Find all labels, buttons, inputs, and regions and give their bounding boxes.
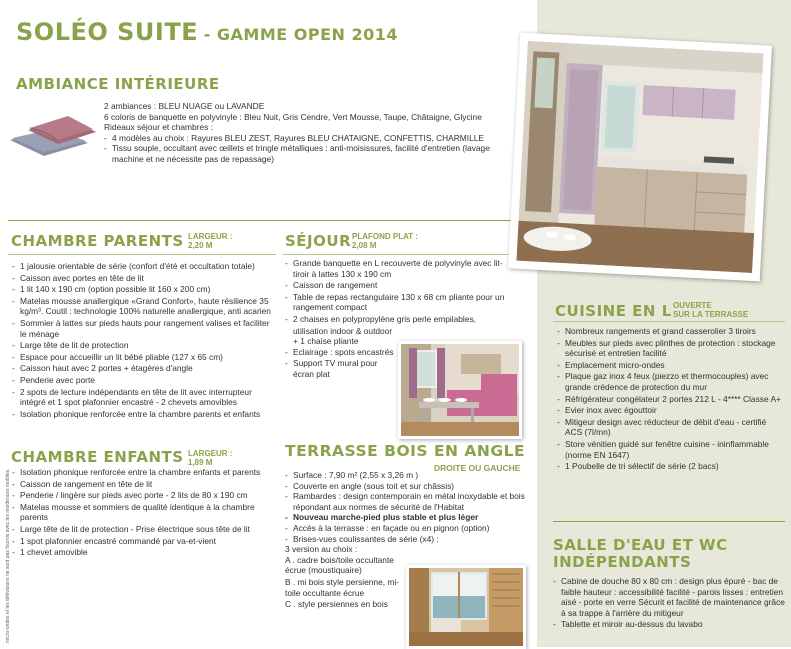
ambiance-line: 6 coloris de banquette en polyvinyle : Bleu Nuit, Gris Cendre, Vert Mousse, Taupe, Châtaigne, Glycine xyxy=(104,111,482,122)
salle-eau-heading-line: INDÉPENDANTS xyxy=(553,553,692,571)
width-label: LARGEUR : xyxy=(188,232,233,241)
chambre-parents-item: - Matelas mousse anallergique «Grand Confort», haute résilience 35 kg/m³. Coutil : technologie 100% naturelle anallergique, anti acarien xyxy=(12,296,274,317)
sejour-item: - Table de repas rectangulaire 130 x 68 cm pliante pour un rangement compact xyxy=(285,292,517,313)
terrasse-item: - Couverte en angle (sous toit et sur châssis) xyxy=(285,481,530,492)
terrasse-item: - Accès à la terrasse : en façade ou en pignon (option) xyxy=(285,523,530,534)
cuisine-item: - Plaque gaz inox 4 feux (piezzo et thermocouples) avec grande crédence de protection du mur xyxy=(557,371,785,392)
sejour-photo xyxy=(398,341,522,439)
chambre-parents-heading: CHAMBRE PARENTS xyxy=(11,232,184,250)
sejour-item: - 2 chaises en polypropylène gris perle empilables, xyxy=(285,314,517,325)
ceiling-value: 2,08 M xyxy=(352,241,377,250)
terrasse-side: DROITE OU GAUCHE xyxy=(434,463,521,473)
ceiling-label: PLAFOND PLAT : xyxy=(352,232,419,241)
ambiance-item: - 4 modèles au choix : Rayures BLEU ZEST, Rayures BLEU CHATAIGNE, CONFETTIS, CHARMILLE xyxy=(104,133,524,144)
chambre-parents-item: - 1 jalousie orientable de série (confort d'été et occultation totale) xyxy=(12,261,274,272)
sejour-item: - Support TV mural pour écran plat xyxy=(285,358,395,379)
terrasse-version: A . cadre bois/toile occultante écrue (moustiquaire) xyxy=(285,554,394,576)
sejour-item: - Eclairage : spots encastrés xyxy=(285,347,395,358)
terrasse-item: - Brises-vues coulissantes de série (x4) : xyxy=(285,534,530,545)
terrasse-item: - Surface : 7,90 m² (2,55 x 3,26 m ) xyxy=(285,470,530,481)
chambre-parents-width xyxy=(188,232,232,250)
sejour-ceiling xyxy=(352,232,418,250)
chambre-parents-item: - 2 spots de lecture indépendants en tête de lit avec interrupteur intégré et 1 spot plafonnier encastré - 2 chevets amovibles xyxy=(12,387,274,408)
cuisine-item: - Store vénitien guidé sur fenêtre cuisine - ininflammable (norme EN 1647) xyxy=(557,439,785,460)
chambre-enfants-heading: CHAMBRE ENFANTS xyxy=(11,448,184,466)
title-sub: - GAMME OPEN 2014 xyxy=(203,25,399,44)
title-main: SOLÉO SUITE xyxy=(16,18,199,46)
cuisine-sub-value: SUR LA TERRASSE xyxy=(673,310,749,319)
salle-eau-heading xyxy=(553,537,728,571)
chambre-parents-item: - Large tête de lit de protection xyxy=(12,340,274,351)
width-value: 1,89 M xyxy=(188,458,213,467)
sejour-chairs-continued: utilisation indoor & outdoor + 1 chaise pliante xyxy=(293,325,393,347)
chambre-enfants-item: - Matelas mousse et sommiers de qualité identique à la chambre parents xyxy=(12,502,274,523)
kitchen-photo xyxy=(508,33,772,282)
chambre-parents-item: - Espace pour accueillir un lit bébé pliable (127 x 65 cm) xyxy=(12,352,274,363)
terrasse-versions-intro: 3 version au choix : xyxy=(285,544,358,555)
cuisine-item: - Réfrigérateur congélateur 2 portes 212 L - 4**** Classe A+ xyxy=(557,394,785,405)
divider xyxy=(553,521,785,522)
chambre-parents-item: - Caisson haut avec 2 portes + étagères d'angle xyxy=(12,363,274,374)
salle-eau-list xyxy=(553,576,787,631)
page-title xyxy=(16,18,398,46)
ambiance-line: 2 ambiances : BLEU NUAGE ou LAVANDE xyxy=(104,101,265,111)
chambre-enfants-item: - 1 spot plafonnier encastré commandé par va-et-vient xyxy=(12,536,274,547)
chambre-enfants-list xyxy=(12,467,274,559)
chambre-parents-list xyxy=(12,261,274,420)
chambre-enfants-item: - Penderie / lingère sur pieds avec porte - 2 lits de 80 x 190 cm xyxy=(12,490,274,501)
terrasse-version: B . mi bois style persienne, mi-toile occultante écrue xyxy=(285,576,400,598)
divider xyxy=(8,220,528,221)
terrasse-heading: TERRASSE BOIS EN ANGLE xyxy=(285,442,526,460)
sejour-item: - Caisson de rangement xyxy=(285,280,517,291)
terrasse-item: - Rambardes : design contemporain en métal inoxydable et bois répondant aux normes de sécurité de l'Habitat xyxy=(285,491,530,512)
chambre-parents-item: - 1 lit 140 x 190 cm (option possible lit 160 x 200 cm) xyxy=(12,284,274,295)
salle-eau-heading-line: SALLE D'EAU ET WC xyxy=(553,536,728,554)
chambre-enfants-item: - 1 chevet amovible xyxy=(12,547,274,558)
cuisine-item: - Meubles sur pieds avec plinthes de protection : stockage sécurisé et entretien facilité xyxy=(557,338,785,359)
chambre-parents-item: - Sommier à lattes sur pieds hauts pour rangement valises et faciliter le ménage xyxy=(12,318,274,339)
salle-eau-item: - Tablette et miroir au-dessus du lavabo xyxy=(553,619,787,630)
chambre-parents-item: - Penderie avec porte xyxy=(12,375,274,386)
chambre-parents-item: - Isolation phonique renforcée entre la chambre parents et enfants xyxy=(12,409,274,420)
divider xyxy=(8,254,276,255)
cuisine-item: - Nombreux rangements et grand casserolier 3 tiroirs xyxy=(557,326,785,337)
width-label: LARGEUR : xyxy=(188,449,233,458)
sejour-item: - Grande banquette en L recouverte de polyvinyle avec lit-tiroir à lattes 130 x 190 cm xyxy=(285,258,517,279)
cuisine-heading: CUISINE EN L xyxy=(555,302,672,320)
divider xyxy=(283,254,523,255)
cuisine-item: - Emplacement micro-ondes xyxy=(557,360,785,371)
cuisine-item: - 1 Poubelle de tri sélectif de série (2 bacs) xyxy=(557,461,785,472)
ambiance-heading: AMBIANCE INTÉRIEURE xyxy=(16,75,220,93)
chambre-enfants-width xyxy=(188,449,232,467)
ambiance-line: Rideaux séjour et chambres : xyxy=(104,122,213,133)
terrasse-version: C . style persiennes en bois xyxy=(285,599,388,610)
cuisine-item: - Evier inox avec égouttoir xyxy=(557,405,785,416)
cuisine-item: - Mitigeur design avec réducteur de débit d'eau - certifié ACS (7l/mn) xyxy=(557,417,785,438)
chambre-enfants-item: - Caisson de rangement en tête de lit xyxy=(12,479,274,490)
cuisine-sub xyxy=(673,301,748,319)
terrasse-photo xyxy=(406,565,526,649)
chambre-parents-item: - Caisson avec portes en tête de lit xyxy=(12,273,274,284)
cuisine-sub-label: OUVERTE xyxy=(673,301,712,310)
sejour-heading: SÉJOUR xyxy=(285,232,352,250)
width-value: 2,20 M xyxy=(188,241,213,250)
ambiance-item: - Tissu souple, occultant avec œillets et tringle métalliques : anti-moisissures, facilité d'entretien (lavage machine et ne nécessite pas de repassage) xyxy=(104,143,492,164)
side-note: micro-ondes et les télévisions ne sont pas fournis avec les résidences mobiles. xyxy=(5,468,11,643)
salle-eau-item: - Cabine de douche 80 x 80 cm : design plus épuré - bac de faible hauteur : accessibilité facilité - parois lisses : entretien aisé - porte en verre Sécurit et facilité de maintenance grâce à sa trappe à l'arrière du mitigeur xyxy=(553,576,787,618)
ambiance-text xyxy=(104,101,524,165)
cuisine-list xyxy=(557,326,785,473)
chambre-enfants-item: - Large tête de lit de protection - Prise électrique sous tête de lit xyxy=(12,524,274,535)
chambre-enfants-item: - Isolation phonique renforcée entre la chambre enfants et parents xyxy=(12,467,274,478)
fabric-swatch-image xyxy=(8,110,98,160)
divider xyxy=(553,321,785,322)
terrasse-item: - Nouveau marche-pied plus stable et plus léger xyxy=(285,512,530,523)
